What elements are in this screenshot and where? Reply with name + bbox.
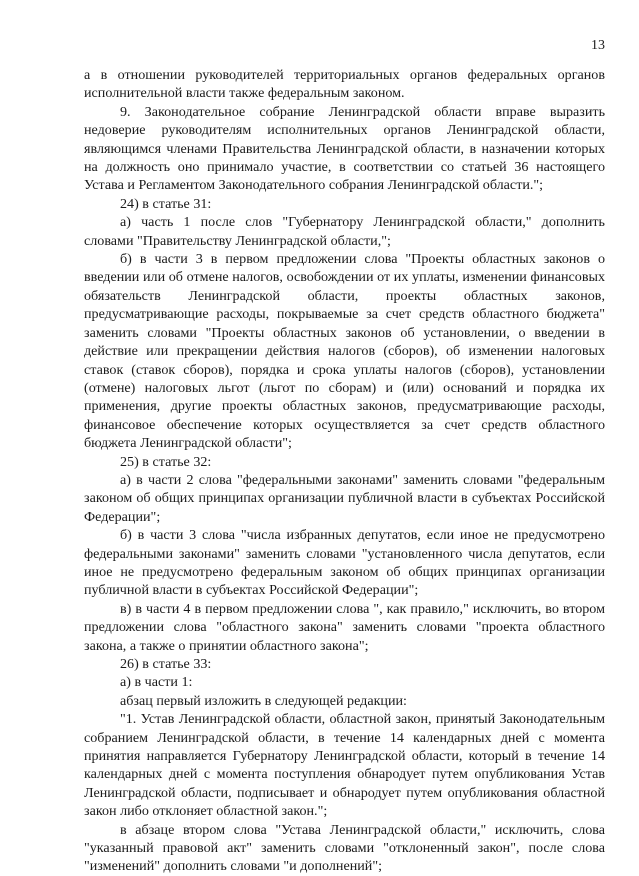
document-paragraph: а) часть 1 после слов "Губернатору Ленинградской области," дополнить словами "Правительству Ленинградской области,";: [84, 214, 605, 249]
document-paragraph: 26) в статье 33:: [120, 656, 212, 672]
page-number: 13: [591, 38, 605, 53]
document-paragraph: в) в части 4 в первом предложении слова ", как правило," исключить, во втором предложении слова "областного закона" заменить словами "проекта областного закона, а также о принятии областного закона";: [84, 600, 605, 654]
document-paragraph: 24) в статье 31:: [120, 195, 212, 212]
document-paragraph: а) в части 2 слова "федеральными законами" заменить словами "федеральным законом об общих принципах организации публичной власти в субъектах Российской Федерации";: [84, 471, 605, 525]
document-paragraph: 9. Законодательное собрание Ленинградской области вправе выразить недоверие руководителям исполнительных органов Ленинградской области, являющимся членами Правительства Ленинградской области, в назначении которых на должность оно принимало участие, в соответствии со статьей 36 настоящего Устава и Регламентом Законодательного собрания Ленинградской области.";: [84, 103, 605, 194]
document-paragraph: а) в части 1:: [120, 674, 193, 691]
document-body: [84, 66, 605, 876]
document-paragraph: а в отношении руководителей территориальных органов федеральных органов исполнительной власти также федеральным законом.: [84, 67, 605, 102]
document-paragraph: б) в части 3 в первом предложении слова "Проекты областных законов о введении или об отмене налогов, освобождении от их уплаты, изменении финансовых обязательств Ленинградской области, проекты областных законов, предусматривающие расходы, покрываемые за счет средств областного бюджета" заменить словами "Проекты областных законов об установлении, о введении в действие или прекращении действия налогов (сборов), об изменении налоговых ставок (ставок сборов), порядка и срока уплаты налогов (сборов), установлении (отмене) налоговых льгот (льгот по сборам) и (или) оснований и порядка их применения, другие проекты областных законов, предусматривающие расходы, финансовое обеспечение которых осуществляется за счет средств областного бюджета Ленинградской области";: [84, 251, 605, 452]
document-paragraph: в абзаце втором слова "Устава Ленинградской области," исключить, слова "указанный правовой акт" заменить словами "отклоненный закон", после слова "изменений" дополнить словами "и дополнений";: [84, 821, 605, 875]
document-paragraph: "1. Устав Ленинградской области, областной закон, принятый Законодательным собранием Ленинградской области, в течение 14 календарных дней с момента принятия направляется Губернатору Ленинградской области, который в течение 14 календарных дней с момента поступления обнародует путем опубликования Устав Ленинградской области, подписывает и обнародует путем опубликования областной закон либо отклоняет областной закон.";: [84, 711, 605, 820]
document-paragraph: абзац первый изложить в следующей редакции:: [120, 692, 407, 709]
document-paragraph: б) в части 3 слова "числа избранных депутатов, если иное не предусмотрено федеральными законами" заменить словами "установленного числа депутатов, если иное не предусмотрено федеральным законом об общих принципах организации публичной власти в субъектах Российской Федерации";: [84, 527, 605, 599]
document-paragraph: 25) в статье 32:: [120, 453, 212, 470]
